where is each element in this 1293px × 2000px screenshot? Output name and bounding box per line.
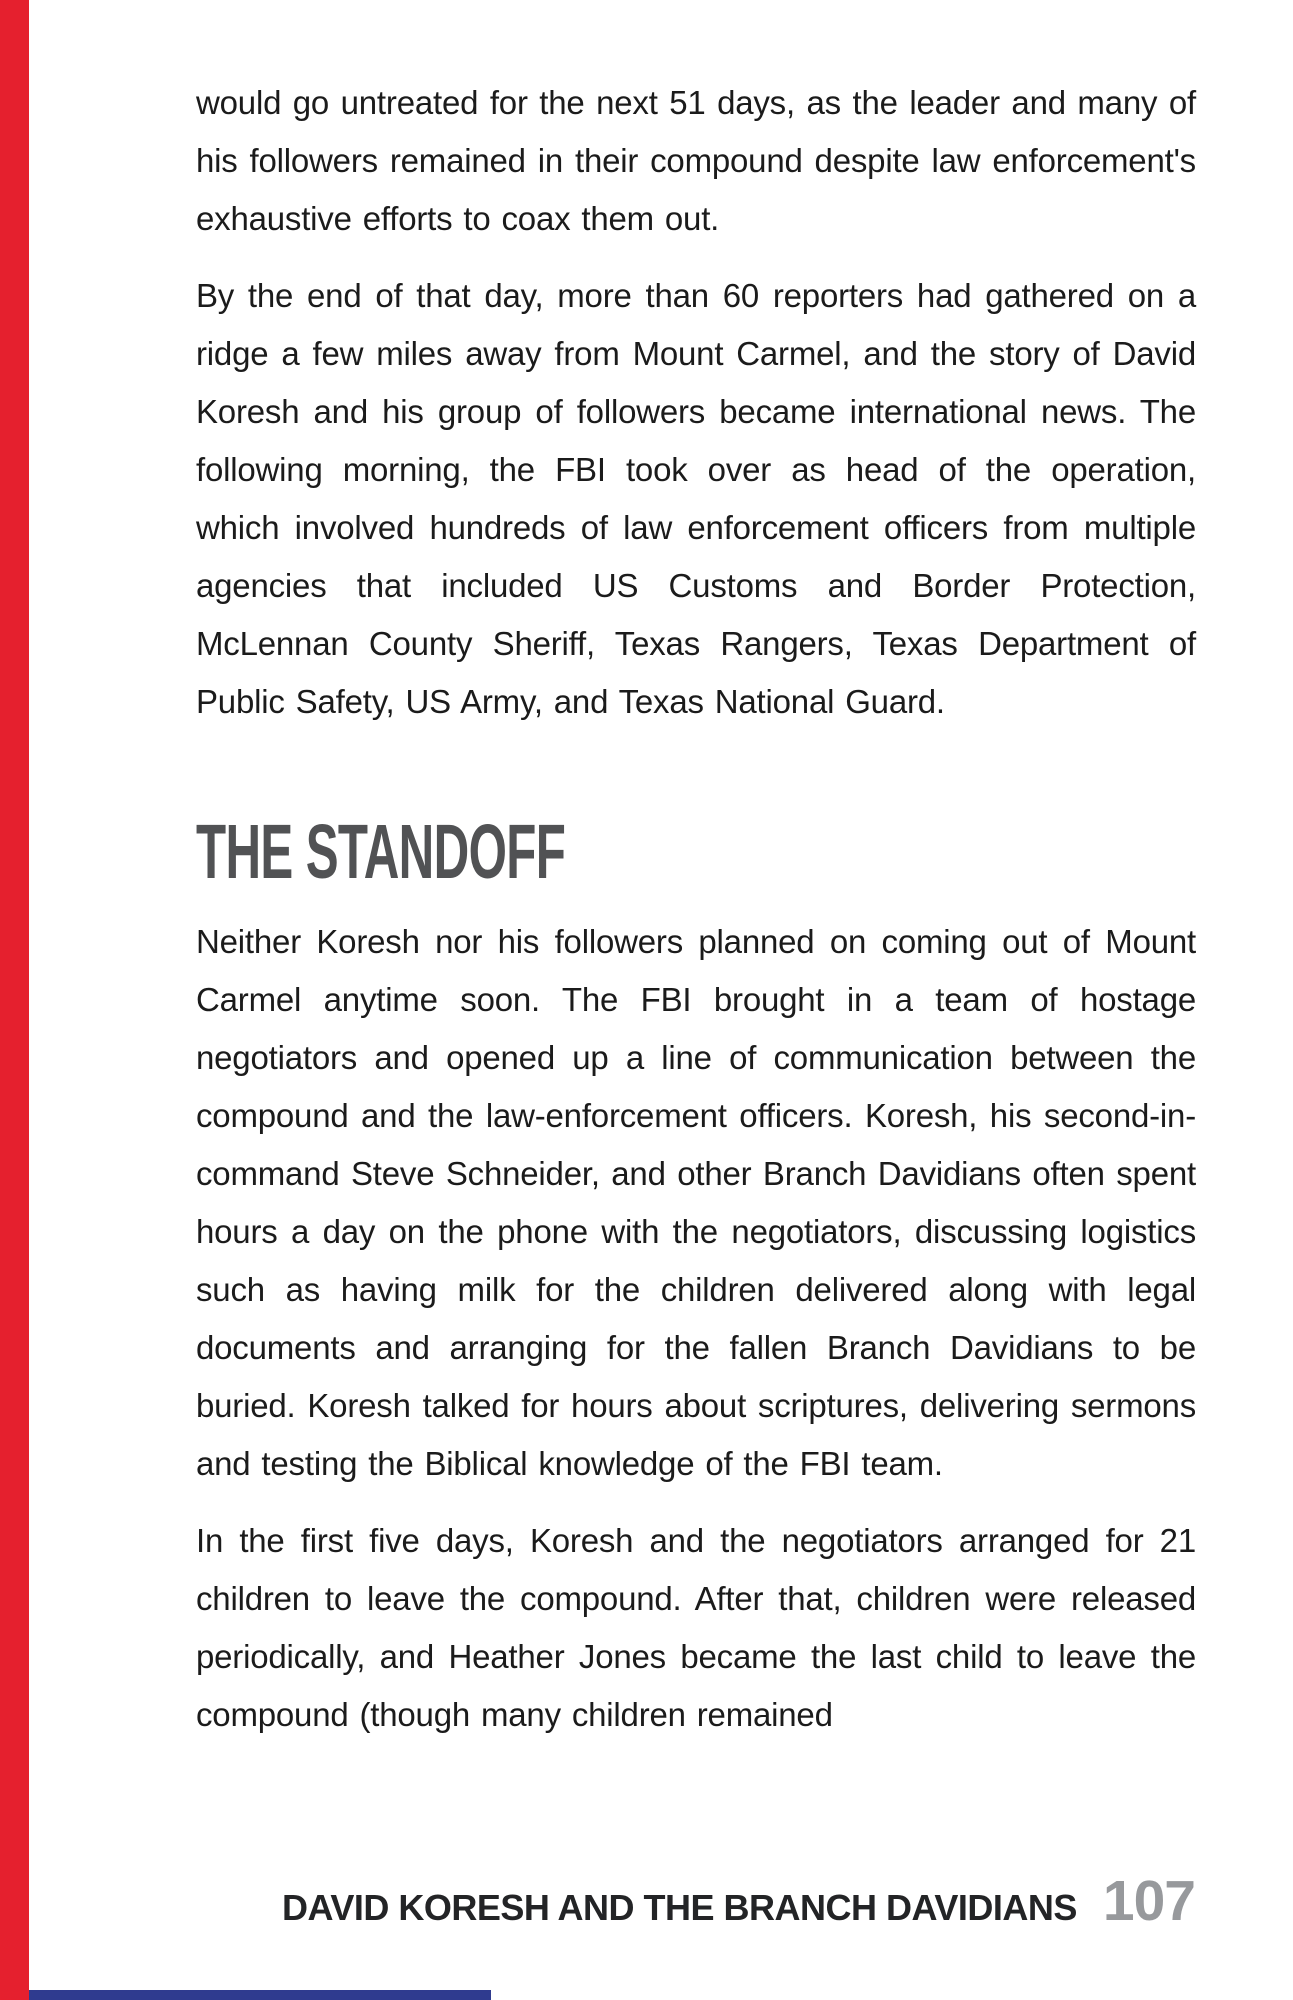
left-edge-red-stripe bbox=[0, 0, 29, 2000]
page-footer bbox=[282, 1868, 1195, 1934]
section-heading bbox=[196, 809, 1196, 895]
body-paragraph: By the end of that day, more than 60 reporters had gathered on a ridge a few miles away from Mount Carmel, and the story of David Koresh and his group of followers became international news. The following morning, the FBI took over as head of the operation, which involved hundreds of law enforcement officers from multiple agencies that included US Customs and Border Protection, McLennan County Sheriff, Texas Rangers, Texas Department of Public Safety, US Army, and Texas National Guard. bbox=[196, 277, 1196, 720]
page-number: 107 bbox=[1102, 1869, 1195, 1933]
running-title: DAVID KORESH AND THE BRANCH DAVIDIANS bbox=[282, 1887, 1077, 1928]
body-paragraph: In the first five days, Koresh and the negotiators arranged for 21 children to leave the compound. After that, children were released periodically, and Heather Jones became the last child to leave the compound (though many children remained bbox=[196, 1522, 1196, 1733]
body-paragraph: Neither Koresh nor his followers planned on coming out of Mount Carmel anytime soon. The FBI brought in a team of hostage negotiators and opened up a line of communication between the compound and the law-enforcement officers. Koresh, his second-in-command Steve Schneider, and other Branch Davidians often spent hours a day on the phone with the negotiators, discussing logistics such as having milk for the children delivered along with legal documents and arranging for the fallen Branch Davidians to be buried. Koresh talked for hours about scriptures, delivering sermons and testing the Biblical knowledge of the FBI team. bbox=[196, 923, 1196, 1482]
page-content bbox=[196, 74, 1196, 1763]
body-paragraph: would go untreated for the next 51 days, as the leader and many of his followers remained in their compound despite law enforcement's exhaustive efforts to coax them out. bbox=[196, 84, 1196, 237]
bottom-edge-navy-bar bbox=[29, 1990, 491, 2000]
section-heading-text: THE STANDOFF bbox=[196, 809, 566, 895]
